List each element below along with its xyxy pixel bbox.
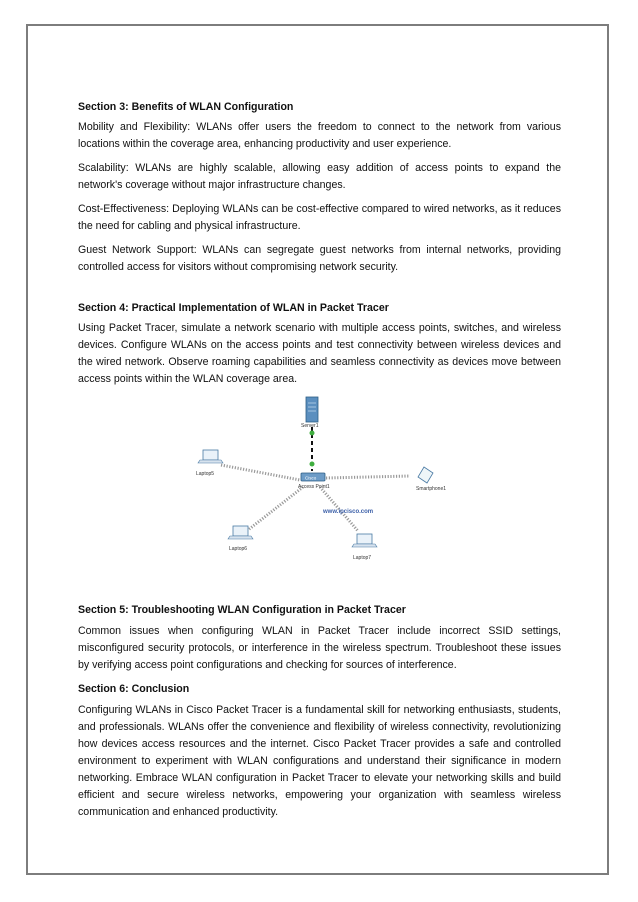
section-6-body: Configuring WLANs in Cisco Packet Tracer is a fundamental skill for networking enthusiasts, students, and professionals. WLANs offer the convenience and flexibility of wireless connectivity, revolutionizing how devices access resources and the internet. Cisco Packet Tracer provides a safe and controlled environment to experiment with WLAN configurations and understand their significance in modern networking. Embrace WLAN configuration in Packet Tracer to elevate your networking skills and build efficient and secure wireless networks, empowering your organization with seamless wireless communication and enhanced productivity. [78,704,561,818]
section-5-title: Section 5: Troubleshooting WLAN Configuration in Packet Tracer [78,604,406,616]
laptop5-label: Laptop5 [196,471,215,477]
section-4 [78,301,561,591]
network-diagram [78,393,561,591]
wireless-link-laptop6 [248,487,303,530]
server-label: Server1 [301,423,319,429]
laptop7-icon [352,534,377,547]
link-status-top [310,431,315,436]
wireless-link-laptop5 [221,465,300,480]
section-6-title: Section 6: Conclusion [78,683,190,695]
access-point-label: Access Point1 [298,484,330,490]
server-icon [306,397,318,422]
section-3-paragraph-cost: Cost-Effectiveness: Deploying WLANs can be cost-effective compared to wired networks, as it reduces the need for cabling and physical infrastructure. [78,203,561,232]
access-point-badge: Cisco [305,475,317,481]
section-5-body: Common issues when configuring WLAN in Packet Tracer include incorrect SSID settings, misconfigured security protocols, or interference in the wireless spectrum. Troubleshoot these issues by verifying access point configurations and checking for sources of interference. [78,625,561,671]
section-3-paragraph-guest: Guest Network Support: WLANs can segregate guest networks from internal networks, providing controlled access for visitors without compromising network security. [78,244,561,273]
section-5 [78,603,561,674]
section-3-title: Section 3: Benefits of WLAN Configuration [78,101,294,113]
network-diagram-svg [78,393,561,591]
diagram-watermark: www.ipcisco.com [323,509,374,515]
section-6 [78,682,561,821]
section-3 [78,100,561,276]
section-3-paragraph-mobility: Mobility and Flexibility: WLANs offer users the freedom to connect to the network from various locations within the coverage area, enhancing productivity and user experience. [78,121,561,150]
wireless-link-smartphone [326,476,410,478]
section-4-title: Section 4: Practical Implementation of WLAN in Packet Tracer [78,302,389,314]
smartphone-icon [418,467,433,483]
smartphone-label: Smartphone1 [416,486,447,492]
section-4-body: Using Packet Tracer, simulate a network scenario with multiple access points, switches, and wireless devices. Configure WLANs on the access points and test connectivity between wireless devices and the wired network. Observe roaming capabilities and seamless connectivity as devices move between access points within the WLAN coverage area. [78,322,561,385]
laptop6-label: Laptop6 [229,546,248,552]
laptop5-icon [198,450,223,463]
document-content [78,100,561,821]
laptop7-label: Laptop7 [353,555,372,561]
section-3-paragraph-scalability: Scalability: WLANs are highly scalable, allowing easy addition of access points to expand the network's coverage without major infrastructure changes. [78,162,561,191]
link-status-bottom [310,462,315,467]
